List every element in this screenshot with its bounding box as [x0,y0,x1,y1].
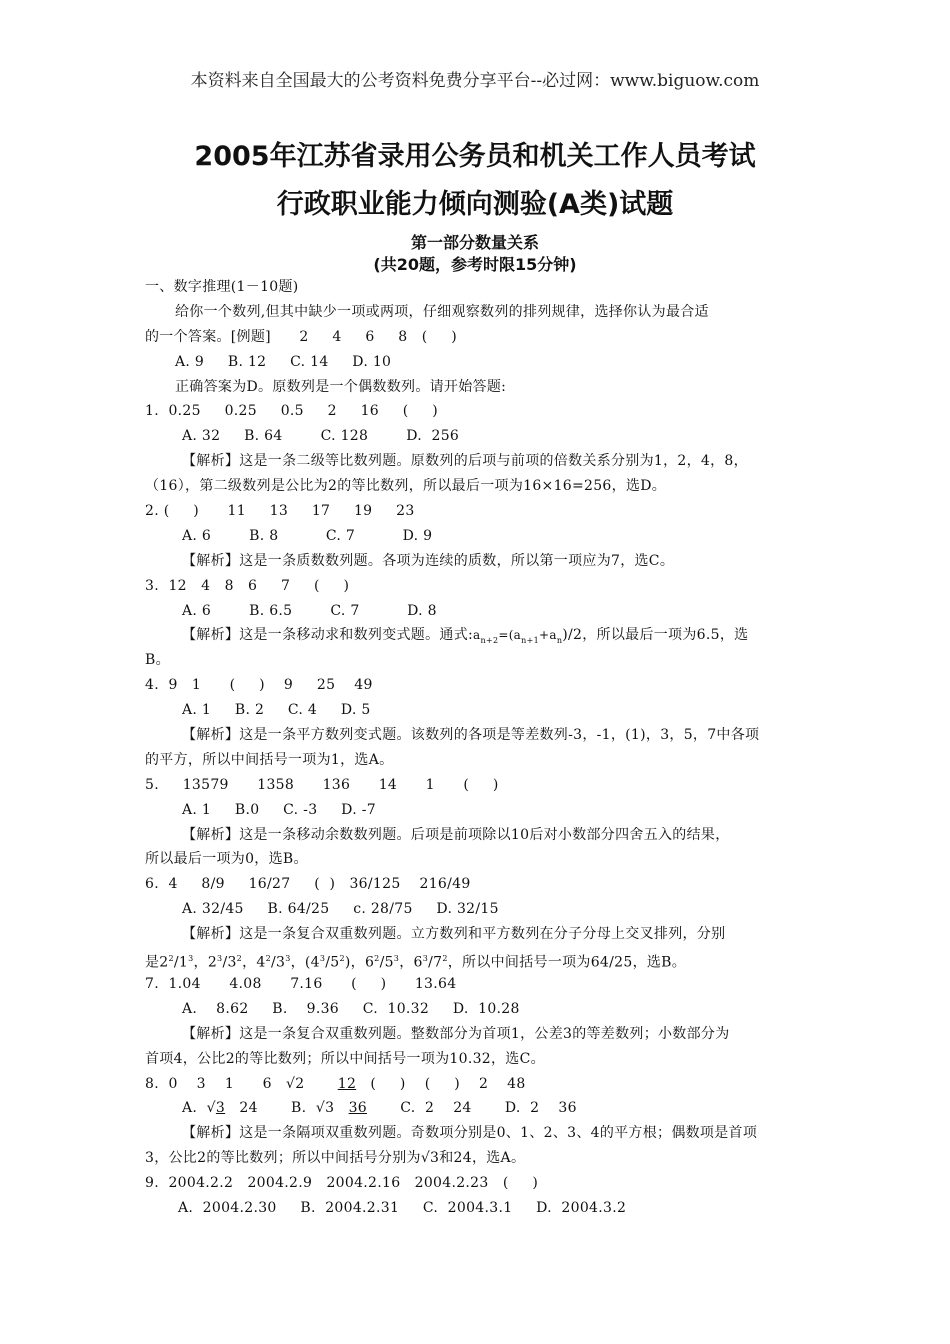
question-5: 5. 13579 1358 136 14 1 ( ) [145,776,499,793]
question-6-explanation: 是$2^2/1^3$，$2^3/3^2$，$4^2/3^3$，$(4^3/5^2)$，$6^2/5^3$，$6^3/7^2$，所以中间括号一项为64/25，选B。 [145,954,687,971]
source-header: 本资料来自全国最大的公考资料免费分享平台--必过网：www.biguow.com [190,71,760,91]
question-9: 9. 2004.2.2 2004.2.9 2004.2.16 2004.2.23 ( ) [145,1175,539,1192]
question-7-explanation: 首项4，公比2的等比数列；所以中间括号一项为10.32，选C。 [145,1050,545,1067]
question-7-explanation: 【解析】这是一条复合双重数列题。整数部分为首项1，公差3的等差数列；小数部分为 [182,1025,730,1042]
question-1-explanation: （16），第二级数列是公比为2的等比数列，所以最后一项为16×16=256，选D。 [145,478,667,495]
part-note: (共20题，参考时限15分钟) [373,255,577,274]
question-2-explanation: 【解析】这是一条质数数列题。各项为连续的质数，所以第一项应为7，选C。 [182,552,675,569]
example-answer: 正确答案为D。原数列是一个偶数数列。请开始答题: [175,378,507,395]
question-7-options: A. 8.62 B. 9.36 C. 10.32 D. 10.28 [182,1000,520,1017]
exam-subtitle: 行政职业能力倾向测验(A类)试题 [276,189,674,220]
question-3-explanation: 【解析】这是一条移动求和数列变式题。通式$:a_{n+2}=(a_{n+1}+a_n)/2$，所以最后一项为6.5，选 [182,627,749,646]
question-8: 8. 0 3 1 6 √2 12 ( ) ( ) 2 48 [145,1075,526,1092]
question-2: 2. ( ) 11 13 17 19 23 [145,503,415,520]
question-8-explanation: 【解析】这是一条隔项双重数列题。奇数项分别是0、1、2、3、4的平方根；偶数项是首项 [182,1125,758,1142]
question-5-explanation: 【解析】这是一条移动余数数列题。后项是前项除以10后对小数部分四舍五入的结果， [182,826,730,843]
part-title: 第一部分数量关系 [410,233,539,252]
question-4-options: A. 1 B. 2 C. 4 D. 5 [182,702,371,719]
question-7: 7. 1.04 4.08 7.16 ( ) 13.64 [145,975,457,992]
question-5-explanation: 所以最后一项为0，选B。 [145,851,308,868]
question-9-options: A. 2004.2.30 B. 2004.2.31 C. 2004.3.1 D. 2004.3.2 [178,1199,627,1216]
question-1: 1. 0.25 0.25 0.5 2 16 ( ) [145,403,439,420]
example-options: A. 9 B. 12 C. 14 D. 10 [175,353,392,370]
question-1-explanation: 【解析】这是一条二级等比数列题。原数列的后项与前项的倍数关系分别为1，2，4，8， [182,453,748,470]
question-8-options: A. √3 24 B. √3 36 C. 2 24 D. 2 36 [182,1100,577,1117]
question-6: 6. 4 8/9 16/27 ( ) 36/125 216/49 [145,876,471,893]
question-4-explanation: 的平方，所以中间括号一项为1，选A。 [145,751,394,768]
section-heading: 一、数字推理(1－10题) [145,279,299,295]
question-3-options: A. 6 B. 6.5 C. 7 D. 8 [182,602,437,619]
question-3: 3. 12 4 8 6 7 ( ) [145,577,350,594]
instruction-line: 的一个答案。[例题] 2 4 6 8 ( ) [145,328,458,345]
question-8-explanation: 3，公比2的等比数列；所以中间括号分别为√3和24，选A。 [145,1150,526,1167]
question-2-options: A. 6 B. 8 C. 7 D. 9 [182,527,433,544]
question-4: 4. 9 1 ( ) 9 25 49 [145,677,373,694]
instruction-line: 给你一个数列,但其中缺少一项或两项，仔细观察数列的排列规律，选择你认为最合适 [175,303,709,320]
question-5-options: A. 1 B.0 C. -3 D. -7 [182,801,376,818]
question-body [145,275,810,1221]
question-6-explanation: 【解析】这是一条复合双重数列题。立方数列和平方数列在分子分母上交叉排列，分别 [182,926,726,943]
question-3-explanation: B。 [145,652,170,669]
question-4-explanation: 【解析】这是一条平方数列变式题。该数列的各项是等差数列-3，-1，(1)，3，5，7中各项 [182,727,760,744]
exam-title: 2005年江苏省录用公务员和机关工作人员考试 [194,141,756,172]
question-1-options: A. 32 B. 64 C. 128 D. 256 [182,428,460,445]
question-6-options: A. 32/45 B. 64/25 c. 28/75 D. 32/15 [182,901,499,918]
